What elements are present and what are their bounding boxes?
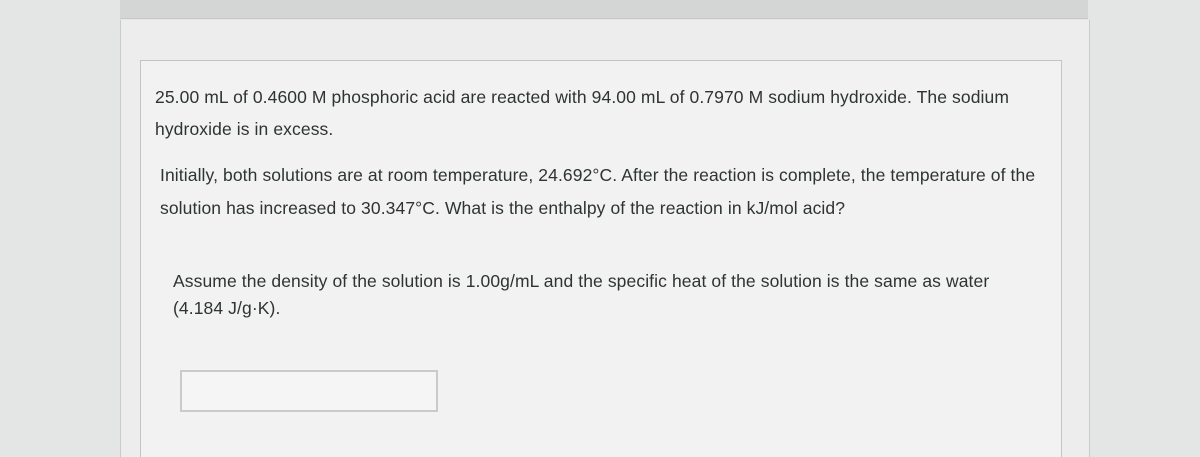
answer-input[interactable] <box>180 370 438 412</box>
question-text-reactants: 25.00 mL of 0.4600 M phosphoric acid are reacted with 94.00 mL of 0.7970 M sodium hydroxide. The sodium hydroxide is in excess. <box>155 87 1010 139</box>
question-text-temperatures: Initially, both solutions are at room temperature, 24.692°C. After the reaction is complete, the temperature of the solution has increased to 30.347°C. What is the enthalpy of the reaction in kJ/mol acid? <box>160 165 1036 218</box>
top-strip <box>120 0 1088 19</box>
question-text-assumptions: Assume the density of the solution is 1.00g/mL and the specific heat of the solution is the same as water (4.184 J/g·K). <box>173 271 990 318</box>
